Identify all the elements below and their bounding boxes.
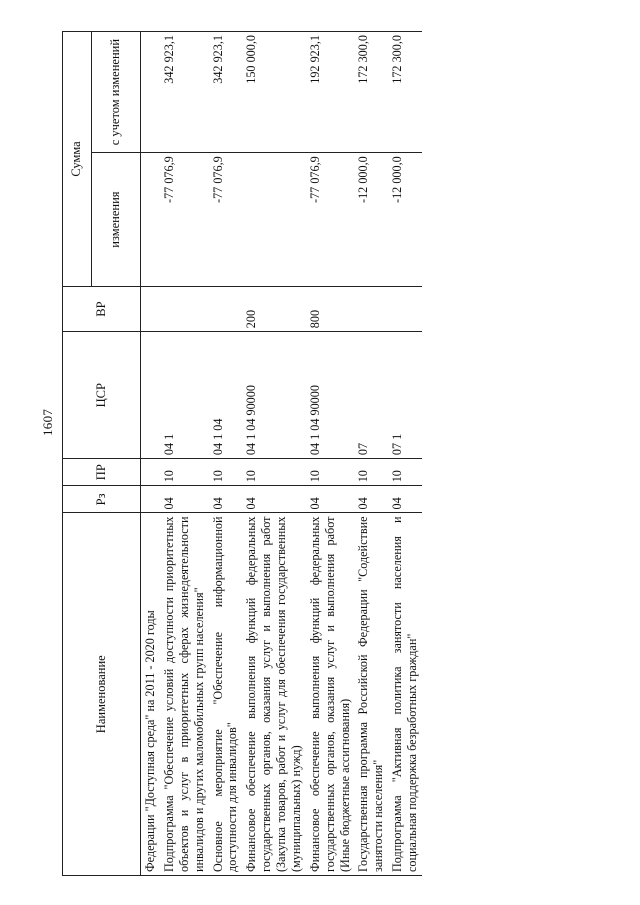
row-rz: 04 xyxy=(242,486,306,513)
row-rz: 04 xyxy=(160,486,209,513)
table-body xyxy=(141,32,422,876)
row-rz: 04 xyxy=(306,486,355,513)
table-row xyxy=(209,32,243,876)
row-csr: 04 1 04 90000 xyxy=(242,332,306,459)
row-name: Подпрограмма "Обеспечение условий доступности приоритетных объектов и услуг в приоритетных сферах жизнедеятельности инвалидов и других маломобильных групп населения" xyxy=(160,513,209,876)
row-name: Подпрограмма "Активная политика занятости населения и социальная поддержка безработных граждан" xyxy=(388,513,422,876)
row-name: Федерации "Доступная среда" на 2011 - 2020 годы xyxy=(141,513,160,876)
row-pr: 10 xyxy=(306,459,355,486)
row-pr: 10 xyxy=(354,459,388,486)
table-row xyxy=(388,32,422,876)
row-rz: 04 xyxy=(354,486,388,513)
row-csr: 04 1 xyxy=(160,332,209,459)
row-total xyxy=(141,32,160,153)
table-row xyxy=(306,32,355,876)
row-csr: 04 1 04 90000 xyxy=(306,332,355,459)
row-name: Финансовое обеспечение выполнения функций федеральных государственных органов, оказания услуг и выполнения работ (Иные бюджетные ассигнования) xyxy=(306,513,355,876)
row-total: 342 923,1 xyxy=(209,32,243,153)
budget-table-sheet xyxy=(62,31,582,876)
row-pr: 10 xyxy=(160,459,209,486)
row-vr xyxy=(160,286,209,331)
row-total: 192 923,1 xyxy=(306,32,355,153)
table-row xyxy=(242,32,306,876)
row-vr xyxy=(388,286,422,331)
row-total: 150 000,0 xyxy=(242,32,306,153)
header-changes: изменения xyxy=(92,153,141,287)
row-name: Государственная программа Российской Федерации "Содействие занятости населения" xyxy=(354,513,388,876)
row-vr: 200 xyxy=(242,286,306,331)
row-pr: 10 xyxy=(388,459,422,486)
row-change xyxy=(242,153,306,287)
row-name: Основное мероприятие "Обеспечение информационной доступности для инвалидов" xyxy=(209,513,243,876)
row-total: 172 300,0 xyxy=(354,32,388,153)
header-sum: Сумма xyxy=(63,32,92,287)
header-rz: Рз xyxy=(63,486,141,513)
row-rz xyxy=(141,486,160,513)
header-with-changes: с учетом изменений xyxy=(92,32,141,153)
row-rz: 04 xyxy=(209,486,243,513)
page-number: 1607 xyxy=(40,408,55,436)
row-pr: 10 xyxy=(209,459,243,486)
row-vr: 800 xyxy=(306,286,355,331)
row-change: -77 076,9 xyxy=(160,153,209,287)
row-change xyxy=(141,153,160,287)
row-total: 172 300,0 xyxy=(388,32,422,153)
header-pr: ПР xyxy=(63,459,141,486)
row-csr: 07 1 xyxy=(388,332,422,459)
header-csr: ЦСР xyxy=(63,332,141,459)
table-row xyxy=(160,32,209,876)
budget-table xyxy=(62,31,422,876)
row-name: Финансовое обеспечение выполнения функций федеральных государственных органов, оказания услуг и выполнения работ (Закупка товаров, работ и услуг для обеспечения государственных (муниципальных) нужд) xyxy=(242,513,306,876)
header-name: Наименование xyxy=(63,513,141,876)
row-csr xyxy=(141,332,160,459)
row-pr: 10 xyxy=(242,459,306,486)
row-total: 342 923,1 xyxy=(160,32,209,153)
row-change: -77 076,9 xyxy=(209,153,243,287)
row-csr: 04 1 04 xyxy=(209,332,243,459)
row-vr xyxy=(209,286,243,331)
row-vr xyxy=(141,286,160,331)
row-change: -12 000,0 xyxy=(388,153,422,287)
header-vr: ВР xyxy=(63,286,141,331)
row-change: -77 076,9 xyxy=(306,153,355,287)
row-change: -12 000,0 xyxy=(354,153,388,287)
table-row xyxy=(141,32,160,876)
table-row xyxy=(354,32,388,876)
row-rz: 04 xyxy=(388,486,422,513)
row-pr xyxy=(141,459,160,486)
row-csr: 07 xyxy=(354,332,388,459)
row-vr xyxy=(354,286,388,331)
